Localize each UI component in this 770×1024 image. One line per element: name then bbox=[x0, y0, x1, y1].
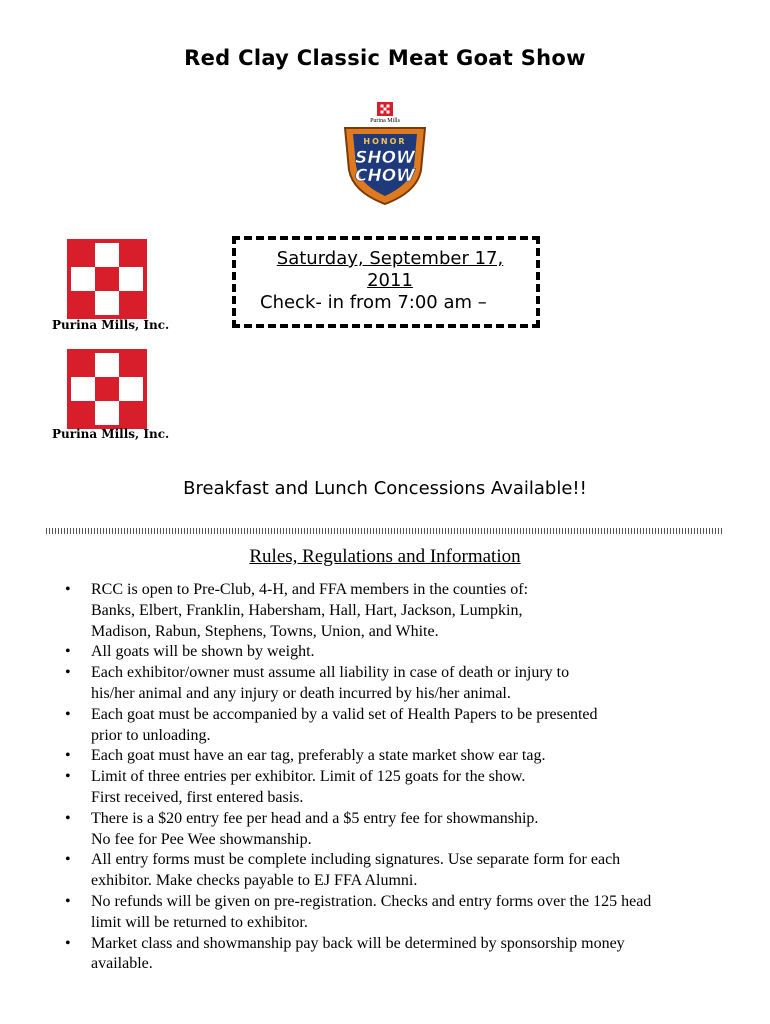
concessions-notice: Breakfast and Lunch Concessions Available!! bbox=[183, 478, 587, 499]
honor-logo-brand: Purina Mills bbox=[370, 118, 400, 124]
purina-checkerboard-icon bbox=[67, 239, 147, 319]
list-item: • RCC is open to Pre-Club, 4-H, and FFA members in the counties of: Banks, Elbert, Franklin, Habersham, Hall, Hart, Jackson, Lumpkin, Madison, Rabun, Stephens, Towns, Union, and White. bbox=[91, 580, 740, 642]
event-date-line1: Saturday, September 17, bbox=[276, 248, 504, 269]
list-item: • Each goat must have an ear tag, preferably a state market show ear tag. bbox=[91, 746, 740, 767]
list-item: • Limit of three entries per exhibitor. Limit of 125 goats for the show. First received, first entered basis. bbox=[91, 767, 740, 809]
list-item: • Each exhibitor/owner must assume all liability in case of death or injury to his/her animal and any injury or death incurred by his/her animal. bbox=[91, 663, 740, 705]
page-title: Red Clay Classic Meat Goat Show bbox=[184, 46, 586, 70]
purina-checkerboard-icon bbox=[67, 349, 147, 429]
list-item: • All entry forms must be complete including signatures. Use separate form for each exhibitor. Make checks payable to EJ FFA Alumni. bbox=[91, 850, 740, 892]
list-item: • There is a $20 entry fee per head and a $5 entry fee for showmanship. No fee for Pee Wee showmanship. bbox=[91, 809, 740, 851]
list-item: • Each goat must be accompanied by a valid set of Health Papers to be presented prior to unloading. bbox=[91, 705, 740, 747]
list-item: • No refunds will be given on pre-registration. Checks and entry forms over the 125 head limit will be returned to exhibitor. bbox=[91, 892, 740, 934]
honor-logo-line1: HONOR bbox=[363, 137, 407, 146]
honor-show-chow-logo bbox=[333, 100, 437, 206]
list-item: • Market class and showmanship pay back will be determined by sponsorship money available. bbox=[91, 934, 740, 976]
divider bbox=[46, 528, 724, 534]
purina-mills-label: Purina Mills, Inc. bbox=[52, 427, 170, 441]
event-checkin: Check- in from 7:00 am – bbox=[260, 292, 487, 313]
list-item: • All goats will be shown by weight. bbox=[91, 642, 740, 663]
rules-heading: Rules, Regulations and Information bbox=[249, 546, 521, 567]
honor-logo-line2: SHOW bbox=[355, 148, 415, 168]
event-date-box bbox=[232, 236, 540, 328]
event-date-line2: 2011 bbox=[367, 270, 413, 291]
purina-mills-label: Purina Mills, Inc. bbox=[52, 318, 170, 332]
honor-logo-line3: CHOW bbox=[355, 166, 415, 186]
rules-list bbox=[0, 580, 740, 975]
purina-checkerboard-small-icon bbox=[377, 102, 393, 116]
